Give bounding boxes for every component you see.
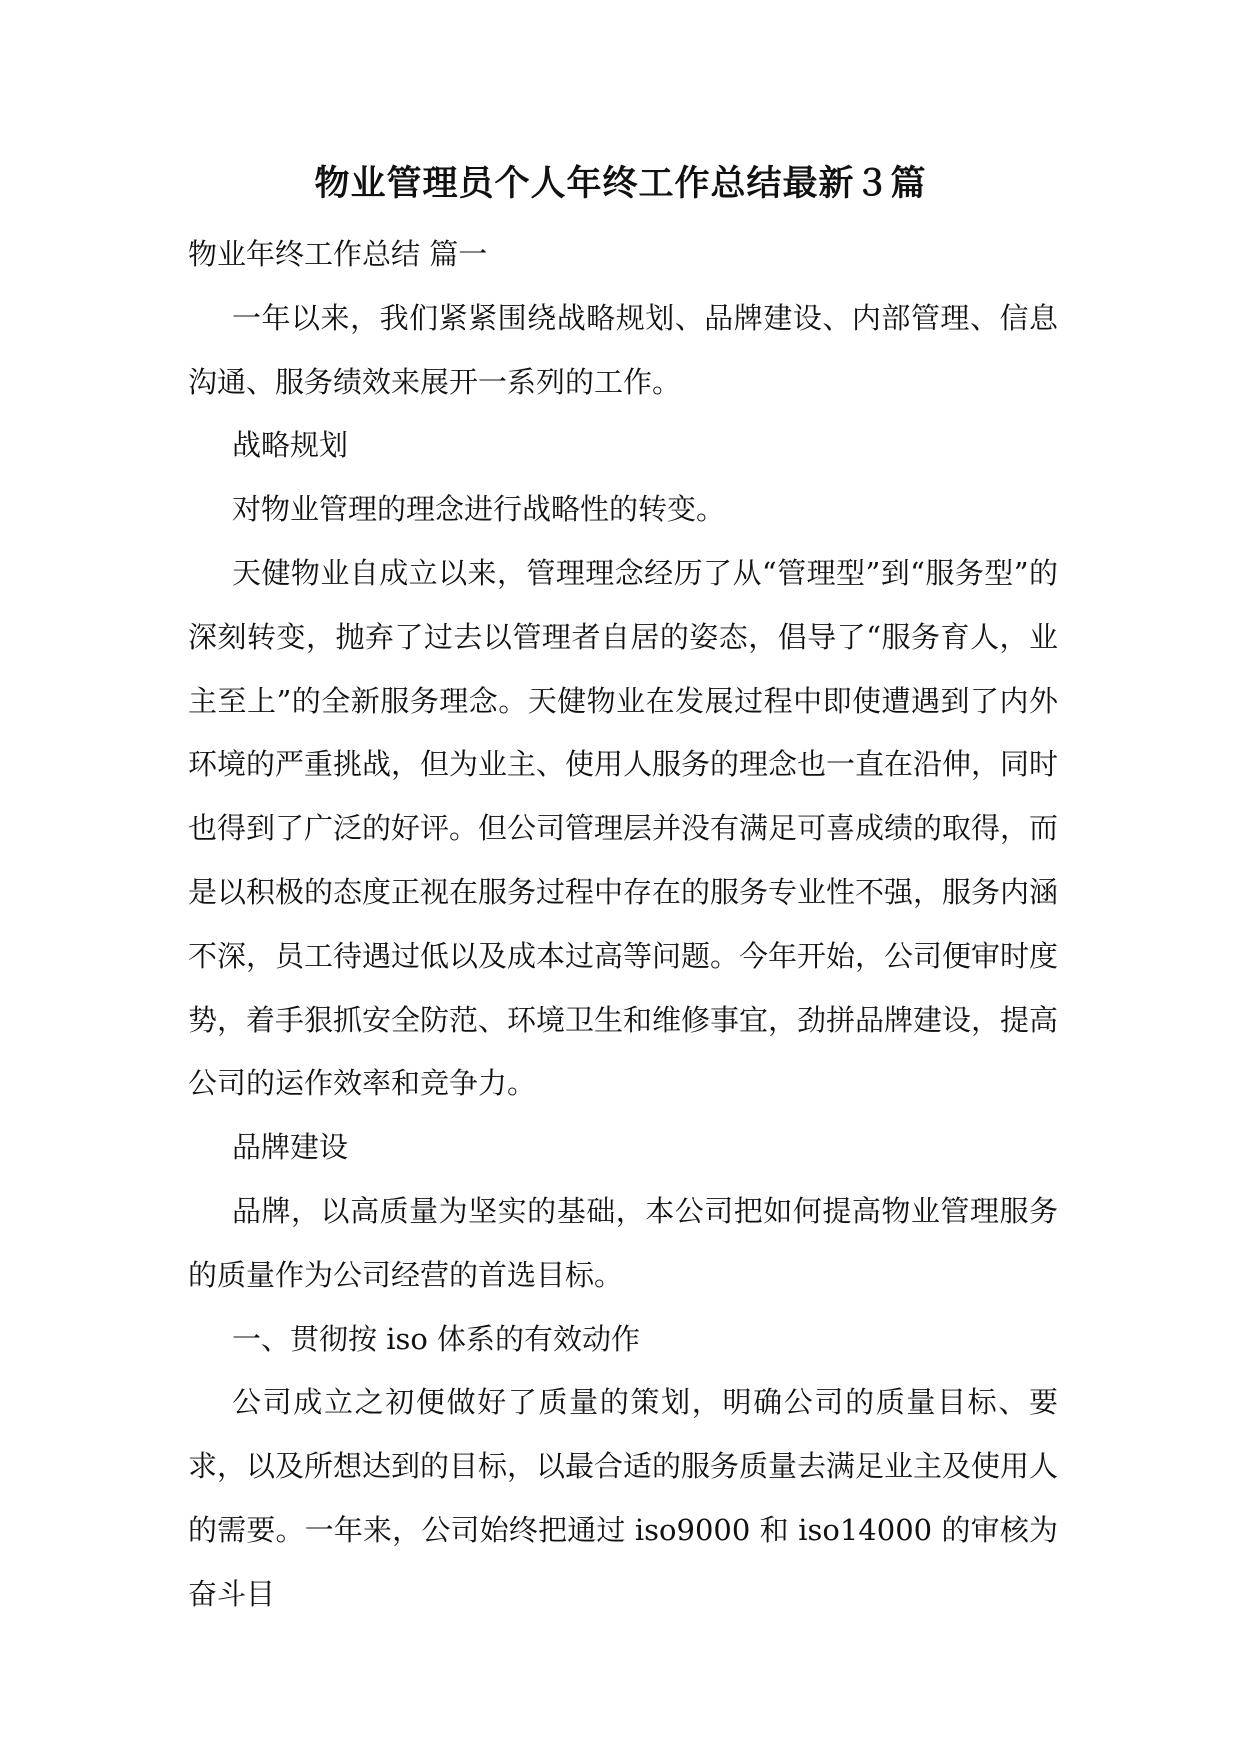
subheading-strategy: 战略规划 [232,428,349,463]
document-body [188,223,1058,1627]
section-heading: 物业年终工作总结 篇一 [188,237,488,271]
subheading-iso: 一、贯彻按 iso 体系的有效动作 [232,1321,641,1356]
paragraph-intro: 一年以来，我们紧紧围绕战略规划、品牌建设、内部管理、信息沟通、服务绩效来展开一系列的工作。 [188,300,1058,399]
subheading-brand: 品牌建设 [232,1130,349,1165]
paragraph-iso-detail: 公司成立之初便做好了质量的策划，明确公司的质量目标、要求，以及所想达到的目标，以最合适的服务质量去满足业主及使用人的需要。一年来，公司始终把通过 iso9000 和 iso14000 的审核为奋斗目 [188,1385,1059,1611]
paragraph-strategy-summary: 对物业管理的理念进行战略性的转变。 [232,492,726,527]
paragraph-brand-summary: 品牌，以高质量为坚实的基础，本公司把如何提高物业管理服务的质量作为公司经营的首选目标。 [188,1193,1058,1292]
paragraph-strategy-detail: 天健物业自成立以来，管理理念经历了从“管理型”到“服务型”的深刻转变，抛弃了过去以管理者自居的姿态，倡导了“服务育人，业主至上”的全新服务理念。天健物业在发展过程中即使遭遇到了内外环境的严重挑战，但为业主、使用人服务的理念也一直在沿伸，同时也得到了广泛的好评。但公司管理层并没有满足可喜成绩的取得，而是以积极的态度正视在服务过程中存在的服务专业性不强，服务内涵不深，员工待遇过低以及成本过高等问题。今年开始，公司便审时度势，着手狠抓安全防范、环境卫生和维修事宜，劲拼品牌建设，提高公司的运作效率和竞争力。 [188,555,1059,1101]
document-title: 物业管理员个人年终工作总结最新３篇 [314,163,927,204]
